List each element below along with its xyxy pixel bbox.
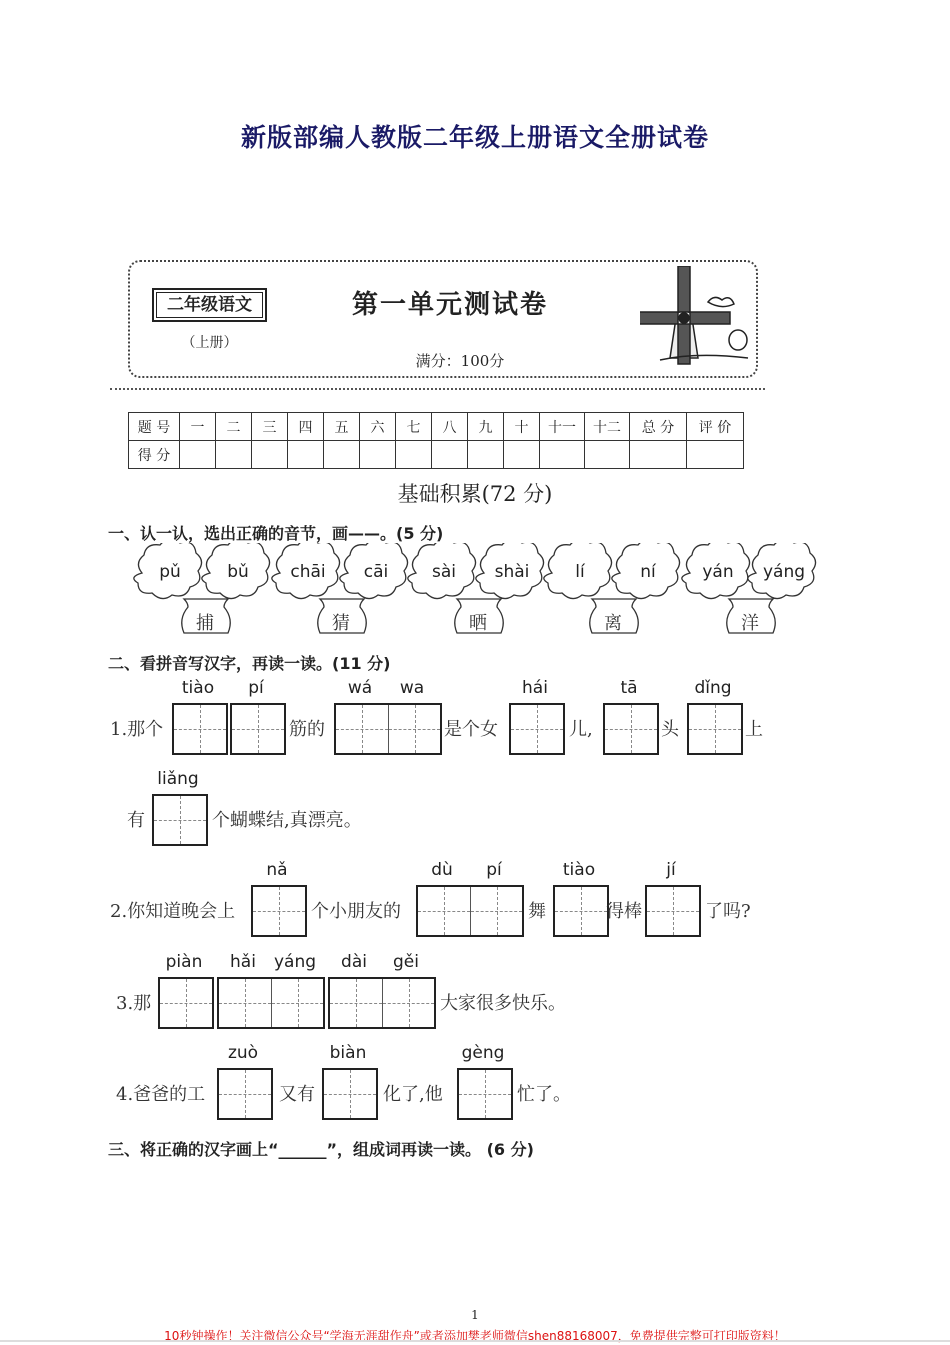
table-cell: 七 <box>396 413 432 441</box>
score-cell[interactable] <box>687 441 744 469</box>
writing-grid[interactable] <box>158 977 214 1029</box>
pinyin-label: jí <box>666 860 676 880</box>
writing-grid[interactable] <box>457 1068 513 1120</box>
pinyin-option[interactable]: cāi <box>363 562 389 582</box>
sentence-text: 是个女 <box>444 719 498 740</box>
page-number: 1 <box>471 1308 479 1322</box>
score-table-header-row <box>129 413 744 441</box>
score-cell[interactable] <box>585 441 630 469</box>
pot-character: 离 <box>604 613 622 634</box>
writing-grid[interactable] <box>322 1068 378 1120</box>
table-cell: 题 号 <box>129 413 180 441</box>
pinyin-label: hǎi <box>230 952 256 972</box>
table-cell: 十一 <box>540 413 585 441</box>
score-cell[interactable] <box>288 441 324 469</box>
score-table-score-row <box>129 441 744 469</box>
pot-character: 猜 <box>332 613 350 634</box>
pinyin-option[interactable]: sài <box>432 562 456 582</box>
writing-grid[interactable] <box>687 703 743 755</box>
pinyin-label: yáng <box>273 952 317 972</box>
pinyin-label: zuò <box>227 1043 259 1063</box>
writing-grid[interactable] <box>334 703 442 755</box>
pinyin-label: gěi <box>393 952 419 972</box>
pinyin-label: dǐng <box>694 678 732 698</box>
pinyin-label: liǎng <box>157 769 199 789</box>
writing-grid[interactable] <box>645 885 701 937</box>
score-cell[interactable] <box>630 441 687 469</box>
pinyin-option[interactable]: lí <box>575 562 585 582</box>
score-cell[interactable] <box>504 441 540 469</box>
question-3-title: 三、将正确的汉字画上“______”，组成词再读一读。 (6 分) <box>108 1140 534 1159</box>
score-table <box>128 412 744 469</box>
pinyin-label: wá <box>347 678 373 698</box>
score-cell[interactable] <box>540 441 585 469</box>
pinyin-label: biàn <box>329 1043 367 1063</box>
pinyin-option[interactable]: yáng <box>762 562 806 582</box>
writing-grid[interactable] <box>251 885 307 937</box>
table-cell: 十 <box>504 413 540 441</box>
table-cell: 评 价 <box>687 413 744 441</box>
pinyin-option[interactable]: chāi <box>290 562 326 582</box>
section-heading: 基础积累(72 分) <box>397 482 553 506</box>
score-cell[interactable] <box>252 441 288 469</box>
pinyin-label: nǎ <box>266 860 288 880</box>
pinyin-label: tiào <box>181 678 215 698</box>
score-cell[interactable] <box>432 441 468 469</box>
sentence-text: 上 <box>745 719 763 740</box>
sentence-text: 大家很多快乐。 <box>440 993 566 1014</box>
writing-grid[interactable] <box>553 885 609 937</box>
pinyin-label: hái <box>522 678 548 698</box>
full-score: 满分：100分 <box>415 352 505 370</box>
sentence-text: 筋的 <box>289 719 325 740</box>
writing-grid[interactable] <box>603 703 659 755</box>
sentence-text: 舞 <box>528 901 546 922</box>
writing-grid[interactable] <box>217 1068 273 1120</box>
writing-grid[interactable] <box>152 794 208 846</box>
table-cell: 五 <box>324 413 360 441</box>
sentence-text: 个蝴蝶结,真漂亮。 <box>212 810 362 831</box>
score-cell[interactable] <box>360 441 396 469</box>
pinyin-label: dài <box>341 952 367 972</box>
score-cell[interactable] <box>324 441 360 469</box>
table-cell: 得 分 <box>129 441 180 469</box>
pot-character: 捕 <box>196 613 214 634</box>
volume-label: （上册） <box>181 335 238 351</box>
footer-note: 10秒钟操作！关注微信公众号“学海无涯甜作舟”或者添加樊老师微信shen88168007，免费提供完整可打印版资料！ <box>164 1329 786 1343</box>
pinyin-label: pí <box>248 678 264 698</box>
table-cell: 六 <box>360 413 396 441</box>
sentence-text: 3.那 <box>116 993 152 1014</box>
windmill-icon <box>640 266 752 370</box>
sentence-text: 化了,他 <box>383 1084 443 1105</box>
pinyin-label: gèng <box>461 1043 505 1063</box>
sentence-text: 了吗? <box>705 901 751 922</box>
sentence-text: 2.你知道晚会上 <box>110 901 236 922</box>
writing-grid[interactable] <box>416 885 524 937</box>
sentence-text: 又有 <box>279 1084 315 1105</box>
pinyin-option[interactable]: ní <box>640 562 656 582</box>
pinyin-label: pí <box>486 860 502 880</box>
sentence-text: 有 <box>127 810 145 831</box>
pinyin-label: dù <box>431 860 453 880</box>
table-cell: 四 <box>288 413 324 441</box>
writing-grid[interactable] <box>217 977 325 1029</box>
bottom-rule <box>0 1340 950 1342</box>
table-cell: 总 分 <box>630 413 687 441</box>
table-cell: 一 <box>180 413 216 441</box>
question-2-title: 二、看拼音写汉字，再读一读。(11 分) <box>108 654 391 673</box>
score-cell[interactable] <box>180 441 216 469</box>
pinyin-label: wa <box>399 678 425 698</box>
unit-title: 第一单元测试卷 <box>351 290 548 320</box>
pinyin-label: tiào <box>562 860 596 880</box>
pinyin-option[interactable]: shài <box>494 562 530 582</box>
pinyin-option[interactable]: bǔ <box>227 562 249 582</box>
pinyin-label: piàn <box>165 952 203 972</box>
table-cell: 八 <box>432 413 468 441</box>
separator-line <box>110 388 765 390</box>
writing-grid[interactable] <box>230 703 286 755</box>
pot-character: 洋 <box>741 613 759 634</box>
question-1-title: 一、认一认，选出正确的音节，画——。(5 分) <box>108 524 444 543</box>
pinyin-option[interactable]: pǔ <box>159 562 181 582</box>
table-cell: 二 <box>216 413 252 441</box>
pinyin-label: tā <box>620 678 638 698</box>
score-cell[interactable] <box>468 441 504 469</box>
sentence-text: 忙了。 <box>517 1084 571 1105</box>
writing-grid[interactable] <box>328 977 436 1029</box>
pot-character: 晒 <box>469 613 487 634</box>
sentence-text: 儿, <box>569 719 593 740</box>
score-cell[interactable] <box>216 441 252 469</box>
sentence-text: 1.那个 <box>110 719 164 740</box>
table-cell: 十二 <box>585 413 630 441</box>
pinyin-option[interactable]: yán <box>702 562 734 582</box>
table-cell: 九 <box>468 413 504 441</box>
sentence-text: 4.爸爸的工 <box>116 1084 206 1105</box>
grade-tag: 二年级语文 <box>152 288 267 322</box>
writing-grid[interactable] <box>172 703 228 755</box>
score-cell[interactable] <box>396 441 432 469</box>
document-title: 新版部编人教版二年级上册语文全册试卷 <box>240 123 709 152</box>
table-cell: 三 <box>252 413 288 441</box>
sentence-text: 个小朋友的 <box>311 901 401 922</box>
sentence-text: 得棒 <box>606 901 642 922</box>
writing-grid[interactable] <box>509 703 565 755</box>
sentence-text: 头 <box>661 719 679 740</box>
